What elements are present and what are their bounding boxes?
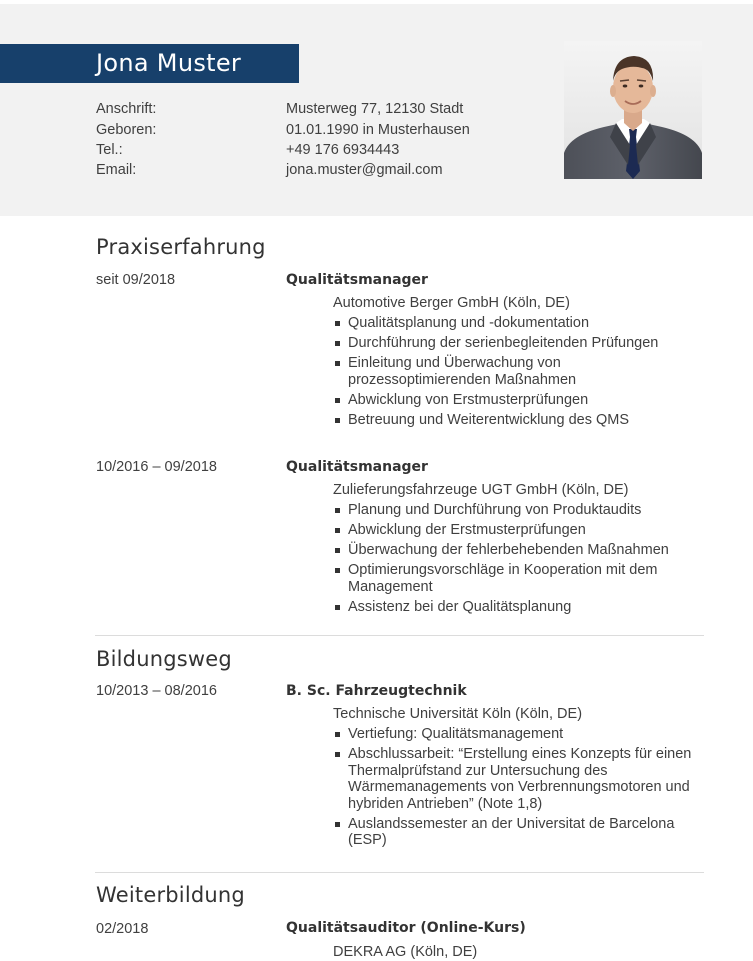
list-item: Qualitätsplanung und -dokumentation [333,315,703,332]
section-title-experience: Praxiserfahrung [96,235,266,259]
list-item: Durchführung der serienbegleitenden Prüfungen [333,335,703,352]
list-item: Vertiefung: Qualitätsmanagement [333,726,703,743]
phone-value: +49 176 6934443 [286,142,400,158]
education-1-title: B. Sc. Fahrzeugtechnik [286,683,467,699]
education-1-bullets [333,726,703,852]
list-item: Auslandssemester an der Universitat de Barcelona (ESP) [333,816,703,849]
email-value: jona.muster@gmail.com [286,162,443,178]
experience-1-bullets [333,315,703,432]
phone-label: Tel.: [96,142,123,158]
profile-photo [564,41,702,179]
training-1-title: Qualitätsauditor (Online-Kurs) [286,920,526,936]
list-item: Überwachung der fehlerbehebenden Maßnahmen [333,542,703,559]
section-title-training: Weiterbildung [96,883,245,907]
list-item: Einleitung und Überwachung von prozessoptimierenden Maßnahmen [333,355,703,388]
experience-1-title: Qualitätsmanager [286,272,428,288]
training-1-date: 02/2018 [96,921,149,937]
education-1-date: 10/2013 – 08/2016 [96,683,217,699]
experience-2-org: Zulieferungsfahrzeuge UGT GmbH (Köln, DE) [333,482,629,498]
section-divider [95,872,704,873]
list-item: Planung und Durchführung von Produktaudits [333,502,703,519]
experience-1-org: Automotive Berger GmbH (Köln, DE) [333,295,570,311]
address-value: Musterweg 77, 12130 Stadt [286,101,464,117]
address-label: Anschrift: [96,101,157,117]
experience-1-date: seit 09/2018 [96,272,176,288]
list-item: Abwicklung der Erstmusterprüfungen [333,522,703,539]
experience-2-title: Qualitätsmanager [286,459,428,475]
birth-value: 01.01.1990 in Musterhausen [286,122,470,138]
training-1-org: DEKRA AG (Köln, DE) [333,944,478,960]
applicant-name: Jona Muster [96,49,242,77]
profile-photo-image [564,41,702,179]
birth-label: Geboren: [96,122,157,138]
list-item: Abschlussarbeit: “Erstellung eines Konzepts für einen Thermalprüfstand zur Untersuchung des Wärmemanagements von Verbrennungsmotoren und hybriden Antrieben” (Note 1,8) [333,746,703,812]
section-divider [95,635,704,636]
section-title-education: Bildungsweg [96,647,232,671]
experience-2-date: 10/2016 – 09/2018 [96,459,217,475]
list-item: Optimierungsvorschläge in Kooperation mit dem Management [333,562,703,595]
list-item: Betreuung und Weiterentwicklung des QMS [333,412,703,429]
email-label: Email: [96,162,137,178]
experience-2-bullets [333,502,703,619]
list-item: Assistenz bei der Qualitätsplanung [333,599,703,616]
education-1-org: Technische Universität Köln (Köln, DE) [333,706,583,722]
list-item: Abwicklung von Erstmusterprüfungen [333,392,703,409]
